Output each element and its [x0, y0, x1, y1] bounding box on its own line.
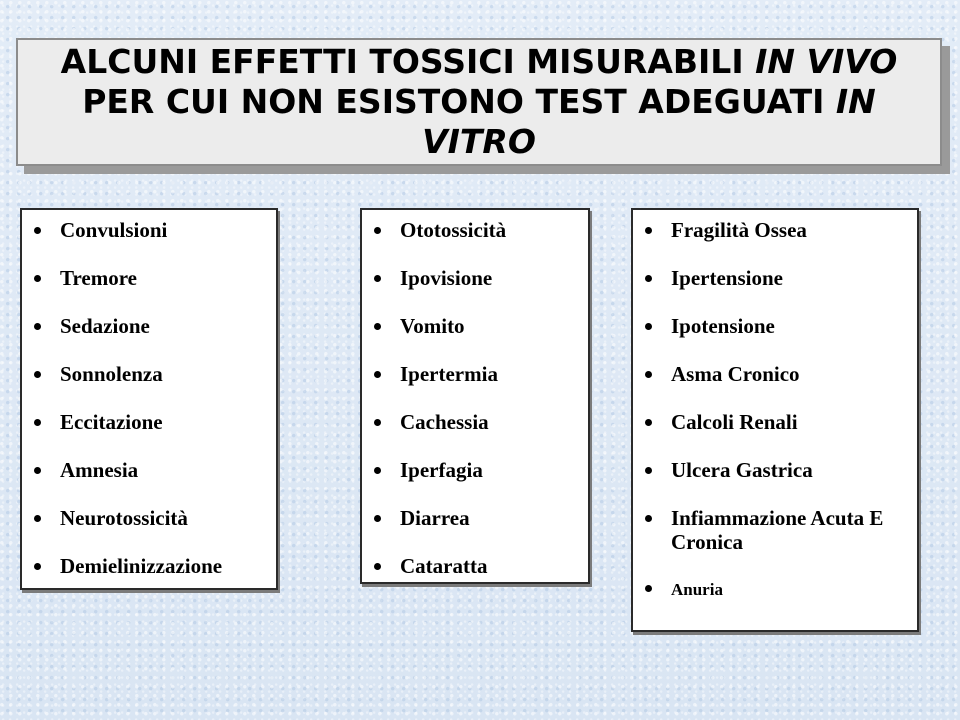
item-label: Anuria [671, 580, 723, 599]
item-label: Vomito [400, 314, 465, 338]
bullet-icon [374, 323, 381, 330]
bullet-icon [34, 419, 41, 426]
bullet-icon [34, 227, 41, 234]
list-item [362, 458, 588, 482]
title-part-3: PER CUI NON ESISTONO TEST ADEGUATI [82, 82, 836, 121]
item-label: Sonnolenza [60, 362, 163, 386]
list-item [362, 218, 588, 242]
bullet-icon [374, 419, 381, 426]
effects-list-3 [633, 210, 917, 602]
item-label: Neurotossicità [60, 506, 188, 530]
bullet-icon [645, 419, 652, 426]
list-item [633, 458, 917, 482]
list-item [633, 314, 917, 338]
bullet-icon [645, 467, 652, 474]
bullet-icon [645, 585, 652, 592]
list-item [633, 410, 917, 434]
bullet-icon [645, 515, 652, 522]
list-item [22, 218, 276, 242]
item-label: Ipovisione [400, 266, 493, 290]
list-item [22, 506, 276, 530]
list-item [362, 554, 588, 578]
item-label: Ipotensione [671, 314, 775, 338]
effects-panel-1 [20, 208, 278, 590]
list-item [22, 554, 276, 578]
bullet-icon [34, 323, 41, 330]
list-item [362, 410, 588, 434]
list-item [22, 266, 276, 290]
bullet-icon [645, 323, 652, 330]
bullet-icon [645, 371, 652, 378]
item-label: Sedazione [60, 314, 150, 338]
item-label: Calcoli Renali [671, 410, 798, 434]
item-label: Iperfagia [400, 458, 483, 482]
bullet-icon [374, 275, 381, 282]
item-label: Ipertermia [400, 362, 498, 386]
list-item [633, 506, 917, 554]
effects-panel-3 [631, 208, 919, 632]
title-part-1: ALCUNI EFFETTI TOSSICI MISURABILI [60, 42, 756, 81]
item-label: Eccitazione [60, 410, 163, 434]
bullet-icon [374, 467, 381, 474]
title-part-4: IN VITRO [422, 82, 876, 161]
list-item [22, 362, 276, 386]
bullet-icon [374, 371, 381, 378]
bullet-icon [374, 515, 381, 522]
item-label: Ototossicità [400, 218, 507, 242]
bullet-icon [34, 515, 41, 522]
item-label: Diarrea [400, 506, 470, 530]
bullet-icon [645, 227, 652, 234]
bullet-icon [34, 467, 41, 474]
item-label: Cataratta [400, 554, 488, 578]
item-label: Infiammazione Acuta E Cronica [671, 506, 884, 554]
title-part-2: IN VIVO [755, 42, 898, 81]
list-item [362, 266, 588, 290]
bullet-icon [645, 275, 652, 282]
effects-list-2 [362, 210, 588, 578]
list-item [362, 506, 588, 530]
bullet-icon [34, 275, 41, 282]
effects-panel-2 [360, 208, 590, 584]
list-item [633, 218, 917, 242]
bullet-icon [374, 227, 381, 234]
item-label: Convulsioni [60, 218, 168, 242]
item-label: Tremore [60, 266, 137, 290]
effects-list-1 [22, 210, 276, 578]
list-item [22, 314, 276, 338]
list-item [633, 266, 917, 290]
bullet-icon [34, 371, 41, 378]
list-item [633, 578, 917, 602]
item-label: Asma Cronico [671, 362, 800, 386]
item-label: Ulcera Gastrica [671, 458, 813, 482]
list-item [633, 362, 917, 386]
list-item [22, 458, 276, 482]
slide-title [18, 42, 940, 162]
bullet-icon [34, 563, 41, 570]
list-item [362, 362, 588, 386]
list-item [362, 314, 588, 338]
title-box [16, 38, 942, 166]
item-label: Demielinizzazione [60, 554, 223, 578]
item-label: Ipertensione [671, 266, 783, 290]
item-label: Fragilità Ossea [671, 218, 807, 242]
item-label: Amnesia [60, 458, 139, 482]
bullet-icon [374, 563, 381, 570]
item-label: Cachessia [400, 410, 489, 434]
list-item [22, 410, 276, 434]
